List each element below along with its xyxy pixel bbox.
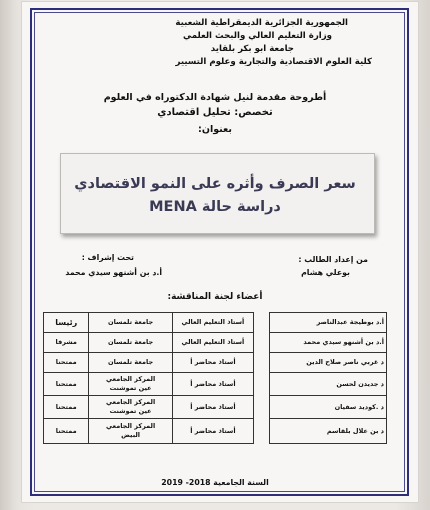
student-label: من إعداد الطالب : xyxy=(298,255,368,264)
jury-name: د جديدن لحسن xyxy=(269,373,386,396)
jury-name: أ.د بن أشنهو سيدي محمد xyxy=(269,333,386,353)
university-line: جامعة ابو بكر بلقايد xyxy=(210,44,294,54)
ministry-line: وزارة التعليم العالي والبحث العلمي xyxy=(183,31,332,41)
jury-rank: أستاذ التعليم العالي xyxy=(172,333,253,353)
table-row xyxy=(44,396,387,419)
jury-table xyxy=(43,312,387,444)
table-row xyxy=(44,353,387,373)
thesis-specialty: تخصص: تحليل اقتصادي xyxy=(157,107,273,118)
faculty-line: كلية العلوم الاقتصادية والتجارية وعلوم التسيير xyxy=(175,57,372,67)
jury-rank: أستاذ محاضر أ xyxy=(172,373,253,396)
jury-role: ممتحنا xyxy=(44,353,89,373)
thesis-title-line1: سعر الصرف وأثره على النمو الاقتصادي xyxy=(74,176,356,192)
jury-institution: جامعة تلمسان xyxy=(89,313,172,333)
thesis-title-box xyxy=(60,153,375,234)
jury-role: مشرفا xyxy=(44,333,89,353)
jury-name: د غربي ناصر صلاح الدين xyxy=(269,353,386,373)
table-row xyxy=(44,313,387,333)
republic-line: الجمهورية الجزائرية الديمقراطية الشعبية xyxy=(175,18,348,28)
jury-institution: جامعة تلمسان xyxy=(89,333,172,353)
jury-name: د بن علال بلقاسم xyxy=(269,419,386,444)
supervisor-label: تحت إشراف : xyxy=(81,253,134,262)
jury-heading: أعضاء لجنة المناقشة: xyxy=(167,292,263,302)
jury-rank: أستاذ محاضر أ xyxy=(172,353,253,373)
student-name: بوعلي هشام xyxy=(301,268,350,277)
jury-name: د .كوديد سفيان xyxy=(269,396,386,419)
jury-institution: المركز الجامعي البيض xyxy=(89,419,172,444)
thesis-entitled: بعنوان: xyxy=(198,124,232,135)
thesis-title-line2: دراسة حالة MENA xyxy=(149,199,281,215)
jury-rank: أستاذ التعليم العالي xyxy=(172,313,253,333)
table-row xyxy=(44,373,387,396)
jury-rank: أستاذ محاضر أ xyxy=(172,419,253,444)
jury-role: ممتحنا xyxy=(44,373,89,396)
thesis-intro: أطروحة مقدمة لنيل شهادة الدكتوراه في العلوم xyxy=(103,92,327,103)
academic-year: السنة الجامعية 2018- 2019 xyxy=(161,478,269,487)
table-row xyxy=(44,419,387,444)
supervisor-name: أ.د بن أشنهو سيدي محمد xyxy=(65,268,162,277)
jury-name: أ.د بوطيجة عبدالناصر xyxy=(269,313,386,333)
table-row xyxy=(44,333,387,353)
jury-role: رئيسا xyxy=(44,313,89,333)
jury-institution: جامعة تلمسان xyxy=(89,353,172,373)
jury-rank: أستاذ محاضر أ xyxy=(172,396,253,419)
jury-institution: المركز الجامعي عين تموشنت xyxy=(89,396,172,419)
jury-role: ممتحنا xyxy=(44,419,89,444)
jury-role: ممتحنا xyxy=(44,396,89,419)
jury-institution: المركز الجامعي عين تموشنت xyxy=(89,373,172,396)
